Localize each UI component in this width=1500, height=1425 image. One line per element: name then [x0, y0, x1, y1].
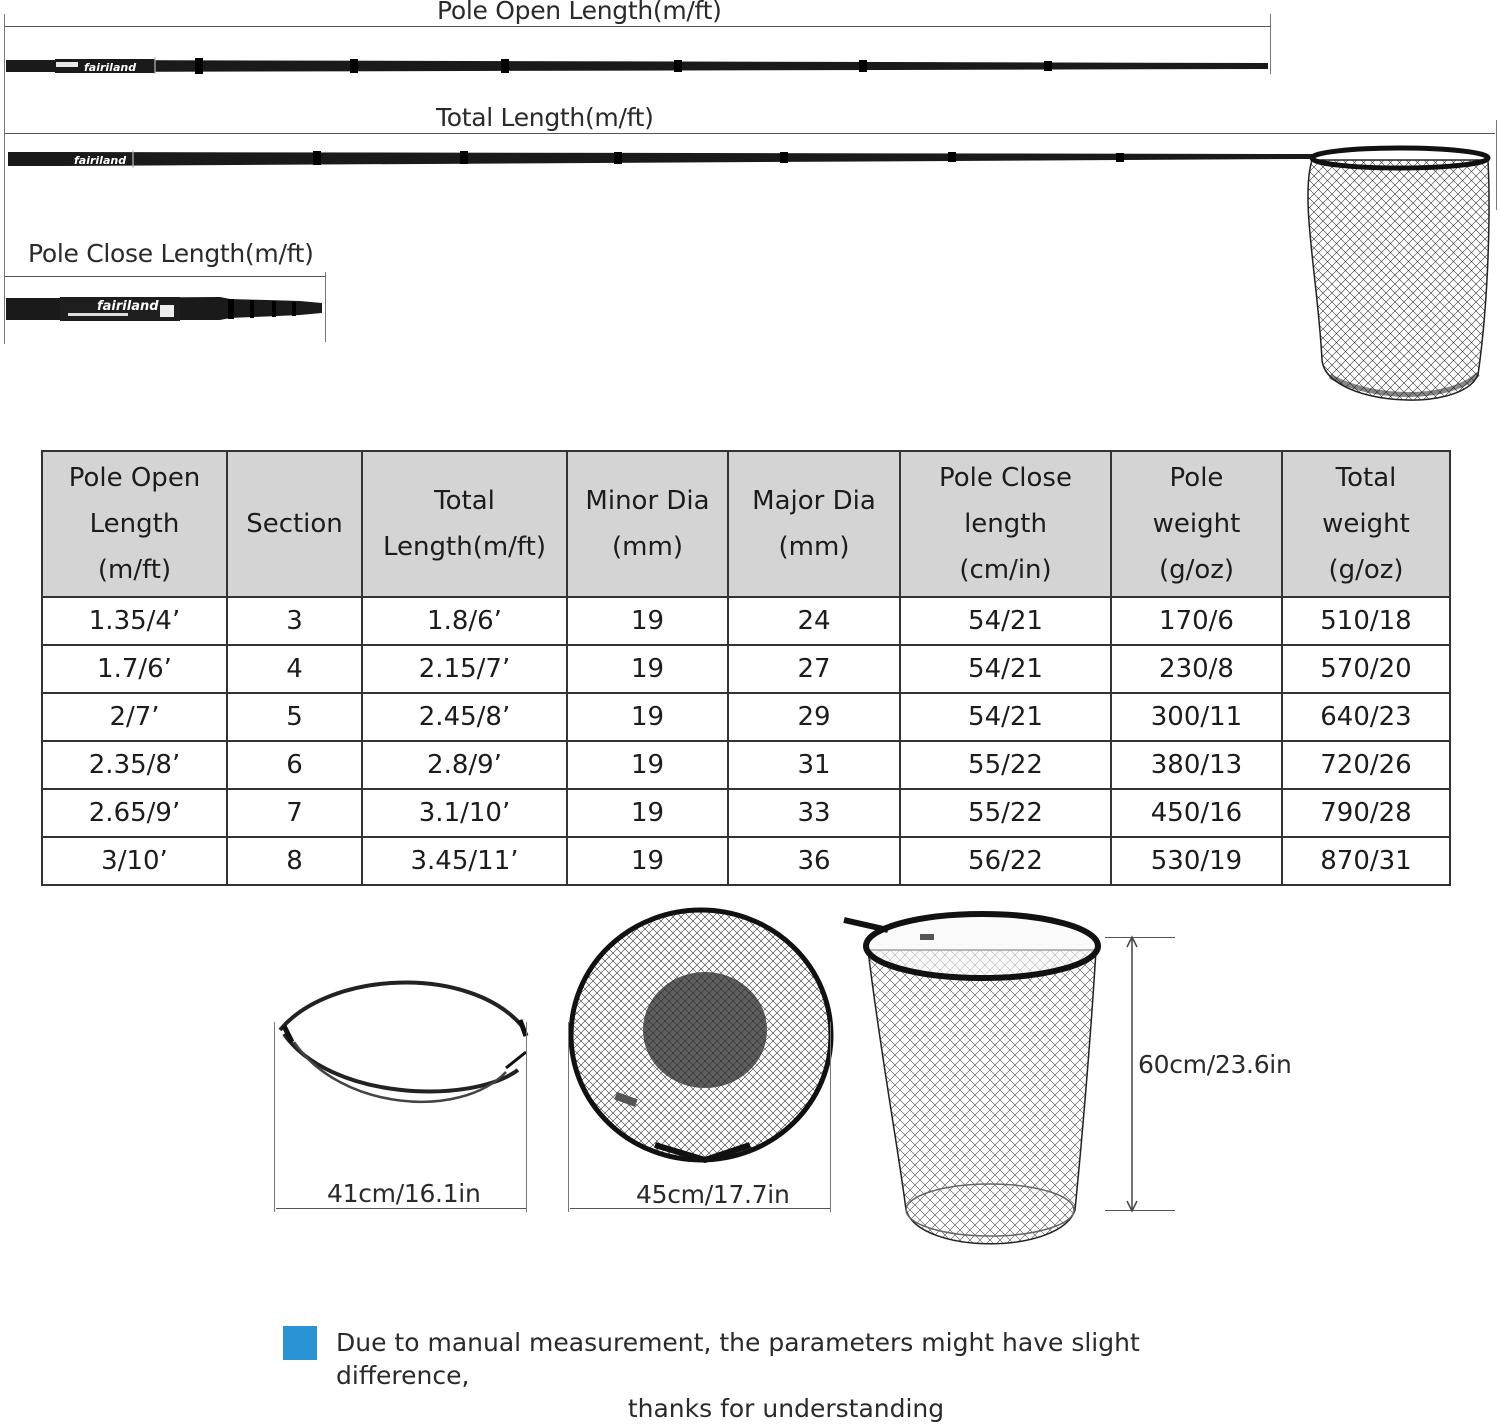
net-side-image: [840, 910, 1110, 1255]
net-full-pole: [8, 150, 1315, 168]
cell-pole-close-length: 55/22: [900, 741, 1111, 789]
cell-section: 4: [227, 645, 362, 693]
cell-pole-open-length: 3/10’: [42, 837, 227, 885]
cell-total-weight: 570/20: [1282, 645, 1450, 693]
cell-minor-dia: 19: [567, 645, 728, 693]
header-line: (mm): [778, 532, 850, 562]
note-marker: [283, 1326, 317, 1360]
pole-open-logo: fairiland: [84, 61, 137, 74]
cell-major-dia: 36: [728, 837, 900, 885]
header-line: length: [964, 509, 1047, 539]
pole-close-shape: [6, 297, 322, 321]
header-pole-close-length: [900, 451, 1111, 597]
cell-pole-close-length: 54/21: [900, 693, 1111, 741]
header-line: Length(m/ft): [383, 532, 546, 562]
note-line-2: thanks for understanding: [627, 1394, 945, 1423]
measurement-note: [336, 1326, 1216, 1425]
cell-section: 7: [227, 789, 362, 837]
table-header-row: [42, 451, 1450, 597]
header-line: Length: [89, 509, 180, 539]
header-major-dia: [728, 451, 900, 597]
cell-major-dia: 33: [728, 789, 900, 837]
pole-open-shape: [6, 57, 1268, 74]
pole-close-image: [0, 292, 330, 326]
spec-table: [41, 450, 1451, 886]
cell-total-length: 3.1/10’: [362, 789, 567, 837]
net-full-image: [0, 140, 1500, 430]
open-hoop-image: [565, 905, 840, 1175]
total-length-dimension-line: [5, 133, 1495, 134]
cell-total-weight: 640/23: [1282, 693, 1450, 741]
cell-pole-weight: 230/8: [1111, 645, 1282, 693]
cell-pole-weight: 380/13: [1111, 741, 1282, 789]
folded-hoop-width-label: 41cm/16.1in: [327, 1179, 481, 1208]
cell-pole-weight: 170/6: [1111, 597, 1282, 645]
table-row: [42, 837, 1450, 885]
header-line: (m/ft): [97, 555, 172, 585]
cell-pole-weight: 530/19: [1111, 837, 1282, 885]
cell-pole-open-length: 1.7/6’: [42, 645, 227, 693]
cell-minor-dia: 19: [567, 597, 728, 645]
header-pole-open-length: [42, 451, 227, 597]
cell-minor-dia: 19: [567, 789, 728, 837]
net-full-basket: [1308, 148, 1489, 400]
folded-hoop-shape: [280, 983, 526, 1102]
cell-minor-dia: 19: [567, 741, 728, 789]
open-hoop-right-tick: [830, 1022, 831, 1212]
table-row: [42, 645, 1450, 693]
cell-pole-weight: 300/11: [1111, 693, 1282, 741]
cell-pole-close-length: 54/21: [900, 645, 1111, 693]
folded-hoop-right-tick: [526, 1022, 527, 1212]
header-line: Total: [434, 486, 495, 516]
cell-pole-close-length: 56/22: [900, 837, 1111, 885]
cell-major-dia: 29: [728, 693, 900, 741]
header-line: weight: [1322, 509, 1410, 539]
net-full-logo: fairiland: [74, 154, 127, 167]
cell-pole-close-length: 55/22: [900, 789, 1111, 837]
header-line: Major Dia: [752, 486, 876, 516]
net-depth-top-tick: [1105, 937, 1175, 938]
cell-pole-open-length: 2/7’: [42, 693, 227, 741]
header-line: (cm/in): [959, 555, 1052, 585]
pole-close-length-label: Pole Close Length(m/ft): [28, 239, 314, 268]
open-hoop-shape: [571, 910, 831, 1160]
cell-minor-dia: 19: [567, 837, 728, 885]
pole-close-logo: fairiland: [97, 299, 159, 314]
open-hoop-left-tick: [568, 1022, 569, 1212]
cell-section: 8: [227, 837, 362, 885]
header-total-weight: [1282, 451, 1450, 597]
table-row: [42, 741, 1450, 789]
header-line: (g/oz): [1328, 555, 1404, 585]
cell-major-dia: 24: [728, 597, 900, 645]
cell-major-dia: 31: [728, 741, 900, 789]
net-side-shape: [844, 914, 1098, 1244]
header-minor-dia: [567, 451, 728, 597]
cell-section: 5: [227, 693, 362, 741]
header-line: Total: [1335, 463, 1397, 493]
pole-open-length-label: Pole Open Length(m/ft): [437, 0, 722, 25]
cell-total-length: 2.45/8’: [362, 693, 567, 741]
net-depth-label: 60cm/23.6in: [1138, 1050, 1292, 1079]
table-row: [42, 789, 1450, 837]
header-line: Pole Open: [68, 463, 201, 493]
header-line: Pole Close: [939, 463, 1072, 493]
open-hoop-width-label: 45cm/17.7in: [636, 1180, 790, 1209]
cell-pole-weight: 450/16: [1111, 789, 1282, 837]
cell-minor-dia: 19: [567, 693, 728, 741]
cell-total-length: 1.8/6’: [362, 597, 567, 645]
header-line: Pole: [1169, 463, 1224, 493]
cell-total-weight: 870/31: [1282, 837, 1450, 885]
header-total-length: [362, 451, 567, 597]
cell-total-weight: 790/28: [1282, 789, 1450, 837]
cell-total-length: 2.8/9’: [362, 741, 567, 789]
header-pole-weight: [1111, 451, 1282, 597]
pole-open-image: [0, 50, 1290, 80]
cell-pole-open-length: 2.35/8’: [42, 741, 227, 789]
table-row: [42, 693, 1450, 741]
cell-total-length: 2.15/7’: [362, 645, 567, 693]
folded-hoop-dimension-line: [276, 1208, 526, 1209]
cell-section: 6: [227, 741, 362, 789]
note-line-1: Due to manual measurement, the parameters might have slight difference,: [336, 1328, 1140, 1390]
header-line: (mm): [612, 532, 683, 562]
pole-close-dimension-line: [5, 276, 325, 277]
cell-pole-open-length: 2.65/9’: [42, 789, 227, 837]
net-depth-bottom-tick: [1105, 1210, 1175, 1211]
header-section: [227, 451, 362, 597]
table-row: [42, 597, 1450, 645]
folded-hoop-left-tick: [274, 1022, 275, 1212]
cell-pole-open-length: 1.35/4’: [42, 597, 227, 645]
header-line: weight: [1152, 509, 1241, 539]
cell-major-dia: 27: [728, 645, 900, 693]
cell-total-weight: 510/18: [1282, 597, 1450, 645]
cell-section: 3: [227, 597, 362, 645]
pole-open-dimension-line: [5, 26, 1270, 27]
header-line: Minor Dia: [585, 486, 710, 516]
cell-pole-close-length: 54/21: [900, 597, 1111, 645]
header-line: (g/oz): [1158, 555, 1235, 585]
cell-total-weight: 720/26: [1282, 741, 1450, 789]
header-line: Section: [246, 509, 343, 539]
cell-total-length: 3.45/11’: [362, 837, 567, 885]
total-length-label: Total Length(m/ft): [436, 103, 654, 132]
